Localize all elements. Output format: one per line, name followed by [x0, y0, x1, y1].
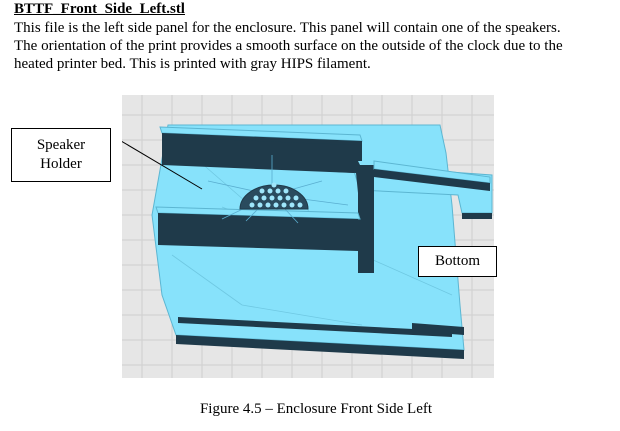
document-heading: BTTF_Front_Side_Left.stl — [14, 1, 185, 17]
divider-wall-top — [358, 161, 376, 165]
callout-line: Speaker — [36, 137, 86, 153]
callout-line: Holder — [40, 156, 82, 172]
description-paragraph — [14, 19, 614, 73]
paragraph-line: This file is the left side panel for the enclosure. This panel will contain one of the speakers. — [14, 20, 561, 36]
figure-caption: Figure 4.5 – Enclosure Front Side Left — [199, 401, 433, 417]
bottom-callout: Bottom — [418, 246, 497, 277]
speaker-holder-callout — [11, 128, 111, 182]
paragraph-line: heated printer bed. This is printed with gray HIPS filament. — [14, 56, 371, 72]
model-render-figure — [122, 95, 494, 378]
right-extension-edge — [462, 213, 492, 219]
lower-rail-face — [158, 213, 358, 251]
model-render — [122, 95, 494, 378]
paragraph-line: The orientation of the print provides a smooth surface on the outside of the clock due to the — [14, 38, 563, 54]
